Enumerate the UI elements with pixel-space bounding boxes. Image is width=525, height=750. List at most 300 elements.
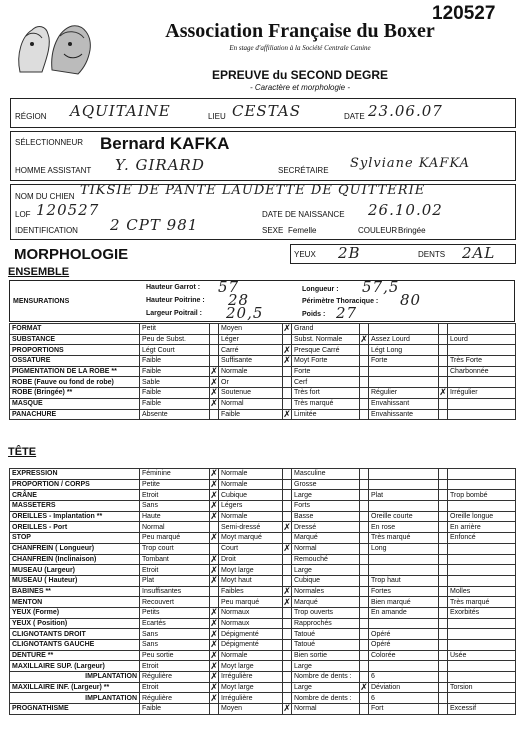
option-label: Petit [140, 324, 210, 335]
m-label: Hauteur Poitrine : [146, 297, 205, 304]
option-label: Normal [292, 543, 360, 554]
yeux-label: YEUX [294, 250, 316, 259]
option-checkbox[interactable] [210, 661, 219, 672]
option-label: Fort [369, 704, 439, 715]
option-label: En amande [369, 607, 439, 618]
option-checkbox[interactable] [360, 629, 369, 640]
option-checkbox[interactable] [210, 356, 219, 367]
subtitle: En stage d'affiliation à la Société Centrale Canine [229, 44, 371, 52]
option-label: Trop haut [369, 575, 439, 586]
m-label: Hauteur Garrot : [146, 284, 201, 291]
option-checkbox[interactable] [360, 366, 369, 377]
option-checkbox[interactable] [210, 693, 219, 704]
option-label: Cerf [292, 377, 360, 388]
option-label: Envahissant [369, 398, 439, 409]
option-label [448, 661, 516, 672]
form-row [10, 575, 516, 586]
option-label: Normal [292, 704, 360, 715]
option-checkbox[interactable] [360, 533, 369, 544]
sexe-label: SEXE [262, 226, 284, 235]
form-row [10, 586, 516, 597]
option-checkbox[interactable] [283, 607, 292, 618]
option-checkbox[interactable] [210, 324, 219, 335]
option-label [448, 479, 516, 490]
option-checkbox[interactable] [360, 334, 369, 345]
option-checkbox[interactable] [283, 511, 292, 522]
option-checkbox[interactable] [439, 704, 448, 715]
ensemble-table [9, 323, 516, 420]
option-label: Long [369, 543, 439, 554]
option-checkbox[interactable] [439, 543, 448, 554]
row-label: YEUX ( Position) [10, 618, 140, 629]
option-label: Tombant [140, 554, 210, 565]
option-checkbox[interactable] [439, 661, 448, 672]
secretaire-value: Sylviane KAFKA [350, 156, 471, 171]
lieu-value: CESTAS [232, 102, 301, 120]
row-label: OREILLES - Implantation ** [10, 511, 140, 522]
option-label: Subst. Normale [292, 334, 360, 345]
option-checkbox[interactable] [210, 409, 219, 420]
option-checkbox[interactable] [360, 522, 369, 533]
option-checkbox[interactable] [283, 479, 292, 490]
option-label: Faible [140, 356, 210, 367]
option-checkbox[interactable] [360, 682, 369, 693]
option-checkbox[interactable] [210, 586, 219, 597]
option-checkbox[interactable] [210, 334, 219, 345]
option-label: Tatoué [292, 629, 360, 640]
option-label: Forts [292, 501, 360, 512]
exam-title: EPREUVE du SECOND DEGRE [211, 68, 389, 82]
option-label: Féminine [140, 469, 210, 480]
option-checkbox[interactable] [283, 533, 292, 544]
option-checkbox[interactable] [360, 479, 369, 490]
option-label: 6 [369, 672, 439, 683]
option-checkbox[interactable] [439, 345, 448, 356]
option-label: Moyen [219, 324, 283, 335]
option-label [448, 345, 516, 356]
option-checkbox[interactable] [210, 672, 219, 683]
option-label [369, 377, 439, 388]
option-label: Faible [219, 409, 283, 420]
option-checkbox[interactable] [283, 575, 292, 586]
homme-label: HOMME ASSISTANT [15, 166, 92, 175]
option-checkbox[interactable] [360, 356, 369, 367]
selectionneur-value: Bernard KAFKA [100, 134, 230, 153]
option-label: Etroit [140, 682, 210, 693]
option-label: Etroit [140, 565, 210, 576]
option-label: Assez Lourd [369, 334, 439, 345]
option-checkbox[interactable] [439, 388, 448, 399]
row-label: CHANFREIN ( Longueur) [10, 543, 140, 554]
option-checkbox[interactable] [360, 388, 369, 399]
option-label: Régulière [140, 672, 210, 683]
option-label: Légt Court [140, 345, 210, 356]
yeux-value: 2B [338, 244, 361, 262]
option-checkbox[interactable] [439, 334, 448, 345]
homme-value: Y. GIRARD [115, 156, 205, 174]
option-label: Sans [140, 501, 210, 512]
option-checkbox[interactable] [360, 640, 369, 651]
option-checkbox[interactable] [360, 398, 369, 409]
option-label: Légt Long [369, 345, 439, 356]
option-label: Déviation [369, 682, 439, 693]
form-row [10, 650, 516, 661]
option-checkbox[interactable] [283, 398, 292, 409]
option-label [448, 543, 516, 554]
option-checkbox[interactable] [360, 554, 369, 565]
option-checkbox[interactable] [210, 650, 219, 661]
option-checkbox[interactable] [360, 377, 369, 388]
form-row [10, 693, 516, 704]
option-label [448, 672, 516, 683]
option-checkbox[interactable] [439, 324, 448, 335]
form-row [10, 618, 516, 629]
option-checkbox[interactable] [439, 607, 448, 618]
option-checkbox[interactable] [439, 586, 448, 597]
naissance-value: 26.10.02 [368, 201, 443, 219]
option-checkbox[interactable] [360, 704, 369, 715]
row-label: ROBE (Bringée) ** [10, 388, 140, 399]
row-label: MUSEAU ( Hauteur) [10, 575, 140, 586]
row-label: OREILLES - Port [10, 522, 140, 533]
option-checkbox[interactable] [283, 334, 292, 345]
option-label: Faible [140, 366, 210, 377]
option-checkbox[interactable] [439, 356, 448, 367]
option-label: Torsion [448, 682, 516, 693]
form-row [10, 522, 516, 533]
option-checkbox[interactable] [283, 672, 292, 683]
option-checkbox[interactable] [283, 597, 292, 608]
option-label [369, 366, 439, 377]
option-label [369, 501, 439, 512]
option-checkbox[interactable] [439, 672, 448, 683]
form-row [10, 409, 516, 420]
option-checkbox[interactable] [210, 607, 219, 618]
option-checkbox[interactable] [210, 533, 219, 544]
option-label [448, 618, 516, 629]
form-row [10, 490, 516, 501]
option-checkbox[interactable] [210, 398, 219, 409]
option-checkbox[interactable] [360, 586, 369, 597]
option-label: Moyt marqué [219, 533, 283, 544]
option-label [448, 640, 516, 651]
option-label: Normale [219, 469, 283, 480]
option-label: Large [292, 565, 360, 576]
option-label: Très Forte [448, 356, 516, 367]
option-checkbox[interactable] [439, 469, 448, 480]
option-checkbox[interactable] [283, 366, 292, 377]
option-checkbox[interactable] [283, 501, 292, 512]
option-label: Charbonnée [448, 366, 516, 377]
option-checkbox[interactable] [210, 377, 219, 388]
form-row [10, 324, 516, 335]
option-checkbox[interactable] [360, 409, 369, 420]
option-label: Moyt large [219, 661, 283, 672]
option-checkbox[interactable] [360, 469, 369, 480]
option-label: Moyen [219, 704, 283, 715]
option-label: Limitée [292, 409, 360, 420]
row-label: YEUX (Forme) [10, 607, 140, 618]
option-label: Moyt Forte [292, 356, 360, 367]
option-checkbox[interactable] [283, 629, 292, 640]
option-checkbox[interactable] [439, 479, 448, 490]
option-label: Large [292, 661, 360, 672]
option-checkbox[interactable] [439, 629, 448, 640]
option-label [369, 554, 439, 565]
option-checkbox[interactable] [360, 607, 369, 618]
option-label: Lourd [448, 334, 516, 345]
option-label: Carré [219, 345, 283, 356]
option-label: Peu marqué [140, 533, 210, 544]
region-value: AQUITAINE [70, 102, 171, 120]
date-value: 23.06.07 [368, 102, 443, 120]
option-checkbox[interactable] [283, 682, 292, 693]
option-label: Haute [140, 511, 210, 522]
option-checkbox[interactable] [360, 672, 369, 683]
option-checkbox[interactable] [360, 345, 369, 356]
option-label: Sans [140, 640, 210, 651]
option-label: Régulier [369, 388, 439, 399]
option-checkbox[interactable] [283, 640, 292, 651]
option-checkbox[interactable] [439, 650, 448, 661]
option-label: Peu sortie [140, 650, 210, 661]
row-label: MAXILLAIRE INF. (Largeur) ** [10, 682, 140, 693]
option-label: Normale [219, 479, 283, 490]
naissance-label: DATE DE NAISSANCE [262, 210, 345, 219]
option-checkbox[interactable] [439, 565, 448, 576]
option-label: Etroit [140, 661, 210, 672]
option-checkbox[interactable] [283, 409, 292, 420]
option-checkbox[interactable] [439, 522, 448, 533]
option-label: Plat [369, 490, 439, 501]
option-checkbox[interactable] [360, 490, 369, 501]
option-label: Marqué [292, 533, 360, 544]
option-label: Insuffisantes [140, 586, 210, 597]
form-row [10, 345, 516, 356]
dog-logo [12, 14, 98, 80]
option-label: Irrégulier [448, 388, 516, 399]
option-checkbox[interactable] [360, 693, 369, 704]
mensurations-label: MENSURATIONS [13, 298, 70, 305]
option-checkbox[interactable] [439, 575, 448, 586]
option-checkbox[interactable] [283, 324, 292, 335]
option-checkbox[interactable] [360, 661, 369, 672]
option-label: Masculine [292, 469, 360, 480]
option-checkbox[interactable] [283, 469, 292, 480]
option-checkbox[interactable] [360, 618, 369, 629]
option-checkbox[interactable] [283, 650, 292, 661]
option-label: Or [219, 377, 283, 388]
option-label: Légers [219, 501, 283, 512]
option-label: Molles [448, 586, 516, 597]
option-checkbox[interactable] [210, 618, 219, 629]
option-label: Plat [140, 575, 210, 586]
m-value: 20,5 [226, 304, 264, 322]
option-label [448, 469, 516, 480]
chien-label: NOM DU CHIEN [15, 192, 75, 201]
option-checkbox[interactable] [210, 597, 219, 608]
option-checkbox[interactable] [283, 356, 292, 367]
option-checkbox[interactable] [439, 409, 448, 420]
option-label: Tatoué [292, 640, 360, 651]
option-label: Enfoncé [448, 533, 516, 544]
form-row [10, 501, 516, 512]
option-checkbox[interactable] [283, 388, 292, 399]
row-label: STOP [10, 533, 140, 544]
option-checkbox[interactable] [210, 554, 219, 565]
m-label: Poids : [302, 311, 326, 318]
option-label: Faible [140, 398, 210, 409]
option-label: Colorée [369, 650, 439, 661]
option-label [369, 565, 439, 576]
doc-number: 120527 [432, 3, 496, 24]
option-label: Irrégulière [219, 693, 283, 704]
option-checkbox[interactable] [283, 565, 292, 576]
option-label: Semi-dressé [219, 522, 283, 533]
option-checkbox[interactable] [439, 597, 448, 608]
option-label: Rapprochés [292, 618, 360, 629]
option-checkbox[interactable] [360, 543, 369, 554]
option-checkbox[interactable] [283, 704, 292, 715]
option-checkbox[interactable] [439, 682, 448, 693]
option-checkbox[interactable] [360, 511, 369, 522]
option-checkbox[interactable] [210, 490, 219, 501]
option-label: Droit [219, 554, 283, 565]
option-label [369, 479, 439, 490]
region-label: RÉGION [15, 112, 47, 121]
option-checkbox[interactable] [210, 501, 219, 512]
option-checkbox[interactable] [439, 511, 448, 522]
option-label: Bien sortie [292, 650, 360, 661]
page-title: Association Française du Boxer [165, 20, 435, 42]
option-checkbox[interactable] [283, 586, 292, 597]
option-label: Soutenue [219, 388, 283, 399]
option-label: Sans [140, 629, 210, 640]
option-checkbox[interactable] [439, 618, 448, 629]
option-label: Fortes [369, 586, 439, 597]
row-label: CHANFREIN (Inclinaison) [10, 554, 140, 565]
option-checkbox[interactable] [210, 629, 219, 640]
row-label: MAXILLAIRE SUP. (Largeur) [10, 661, 140, 672]
date-label: DATE [344, 112, 365, 121]
option-label: Absente [140, 409, 210, 420]
option-checkbox[interactable] [283, 693, 292, 704]
form-row [10, 597, 516, 608]
option-label: Bien marqué [369, 597, 439, 608]
option-checkbox[interactable] [283, 490, 292, 501]
option-checkbox[interactable] [360, 324, 369, 335]
option-checkbox[interactable] [439, 693, 448, 704]
option-label: Cubique [292, 575, 360, 586]
option-checkbox[interactable] [283, 554, 292, 565]
exam-subtitle: - Caractère et morphologie - [249, 83, 351, 92]
option-checkbox[interactable] [210, 565, 219, 576]
row-label: MASQUE [10, 398, 140, 409]
option-checkbox[interactable] [210, 479, 219, 490]
option-label: Oreille courte [369, 511, 439, 522]
option-checkbox[interactable] [360, 597, 369, 608]
option-label: Normal [219, 398, 283, 409]
row-label: MASSETERS [10, 501, 140, 512]
option-label: Trop court [140, 543, 210, 554]
row-label: PIGMENTATION DE LA ROBE ** [10, 366, 140, 377]
form-row [10, 565, 516, 576]
option-checkbox[interactable] [439, 501, 448, 512]
row-label: CLIGNOTANTS GAUCHE [10, 640, 140, 651]
option-label: Moyt large [219, 565, 283, 576]
option-checkbox[interactable] [210, 704, 219, 715]
row-label: EXPRESSION [10, 469, 140, 480]
m-value: 57,5 [362, 278, 400, 296]
option-label: Forte [369, 356, 439, 367]
option-checkbox[interactable] [210, 469, 219, 480]
option-checkbox[interactable] [439, 366, 448, 377]
form-row [10, 511, 516, 522]
row-label: BABINES ** [10, 586, 140, 597]
option-checkbox[interactable] [283, 543, 292, 554]
option-checkbox[interactable] [210, 366, 219, 377]
option-label: Basse [292, 511, 360, 522]
option-label: Moyt haut [219, 575, 283, 586]
row-label: IMPLANTATION [10, 693, 140, 704]
option-checkbox[interactable] [439, 533, 448, 544]
couleur-value: Bringée [398, 226, 426, 235]
option-checkbox[interactable] [283, 377, 292, 388]
option-label [369, 469, 439, 480]
option-checkbox[interactable] [283, 345, 292, 356]
option-label: Normaux [219, 618, 283, 629]
option-checkbox[interactable] [283, 661, 292, 672]
option-checkbox[interactable] [439, 377, 448, 388]
option-checkbox[interactable] [439, 398, 448, 409]
option-label [369, 661, 439, 672]
form-row [10, 366, 516, 377]
option-checkbox[interactable] [210, 522, 219, 533]
option-label [448, 565, 516, 576]
chien-value: TIKSIE DE PANTE LAUDETTE DE QUITTERIE [80, 183, 426, 198]
option-label: Normale [219, 366, 283, 377]
option-checkbox[interactable] [360, 575, 369, 586]
option-checkbox[interactable] [210, 388, 219, 399]
option-checkbox[interactable] [210, 640, 219, 651]
row-label: MENTON [10, 597, 140, 608]
option-checkbox[interactable] [283, 618, 292, 629]
option-checkbox[interactable] [210, 543, 219, 554]
option-label: Envahissante [369, 409, 439, 420]
option-checkbox[interactable] [210, 682, 219, 693]
option-checkbox[interactable] [210, 345, 219, 356]
option-label: Nombre de dents : [292, 672, 360, 683]
option-checkbox[interactable] [439, 554, 448, 565]
option-checkbox[interactable] [210, 575, 219, 586]
option-checkbox[interactable] [360, 501, 369, 512]
option-label: Normaux [219, 607, 283, 618]
option-label: Forte [292, 366, 360, 377]
dents-label: DENTS [418, 250, 446, 259]
option-checkbox[interactable] [439, 640, 448, 651]
option-checkbox[interactable] [360, 565, 369, 576]
option-label: Trop bombé [448, 490, 516, 501]
option-checkbox[interactable] [210, 511, 219, 522]
option-checkbox[interactable] [283, 522, 292, 533]
form-row [10, 469, 516, 480]
m-value: 28 [228, 291, 250, 309]
option-label: Dépigmenté [219, 640, 283, 651]
tete-table [9, 468, 516, 715]
option-checkbox[interactable] [439, 490, 448, 501]
option-label: Cubique [219, 490, 283, 501]
option-checkbox[interactable] [360, 650, 369, 661]
